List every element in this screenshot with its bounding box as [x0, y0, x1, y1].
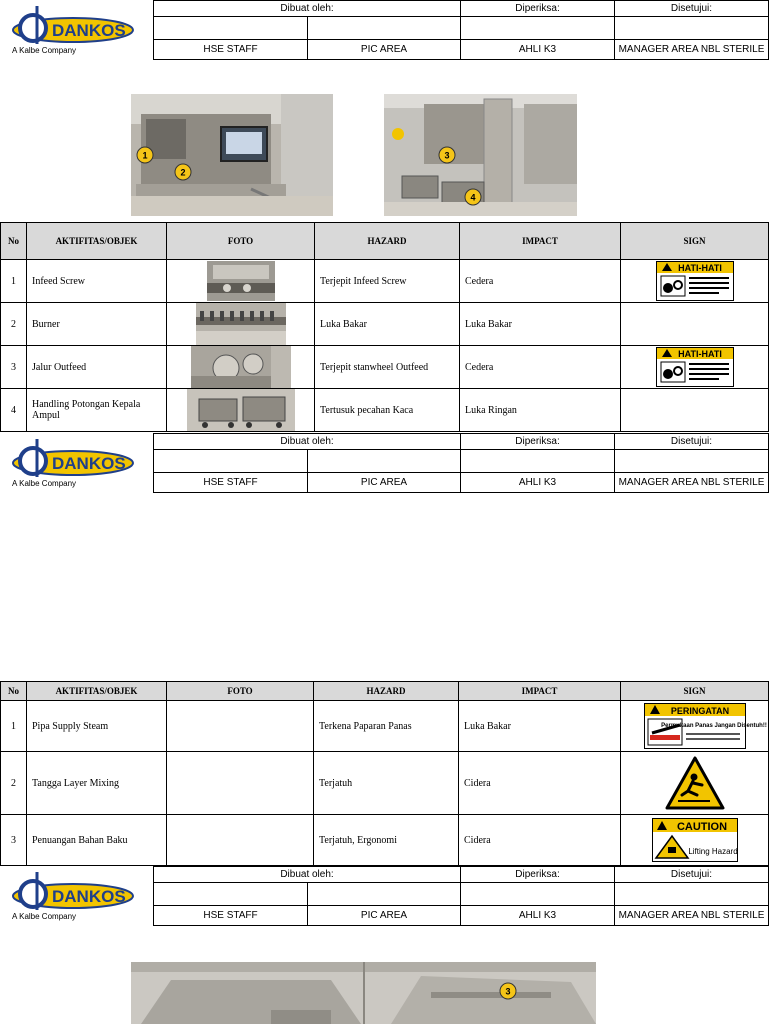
prepared-by-label: Dibuat oleh:	[154, 1, 461, 17]
marker-3-icon	[438, 146, 456, 164]
impact-cell: Luka Ringan	[460, 389, 621, 432]
svg-text:PERINGATAN: PERINGATAN	[670, 706, 729, 716]
ampoule-head-photo	[187, 389, 295, 431]
signature-box	[615, 450, 769, 472]
role-ahli-k3: AHLI K3	[461, 39, 615, 59]
activity-cell: Pipa Supply Steam	[27, 701, 167, 752]
hati-hati-sign-icon	[656, 261, 734, 301]
company-subtitle: A Kalbe Company	[12, 912, 77, 921]
signature-box	[154, 450, 308, 472]
signature-header-1	[0, 0, 768, 60]
signature-header-2	[0, 433, 768, 493]
hazard-cell: Terjatuh	[314, 752, 459, 815]
hati-hati-sign-icon	[656, 347, 734, 387]
column-header-activity: AKTIFITAS/OBJEK	[27, 223, 167, 260]
checked-by-label: Diperiksa:	[461, 867, 615, 883]
svg-text:3: 3	[444, 150, 450, 161]
checked-by-label: Diperiksa:	[461, 1, 615, 17]
activity-cell: Handling Potongan Kepala Ampul	[27, 389, 167, 432]
sign-cell	[621, 260, 769, 303]
sign-cell	[621, 815, 769, 866]
company-logo	[0, 0, 153, 60]
table-row	[1, 389, 769, 432]
marker-3-icon	[499, 982, 517, 1000]
signature-box	[461, 450, 615, 472]
row-number: 3	[1, 346, 27, 389]
hazard-cell: Terjatuh, Ergonomi	[314, 815, 459, 866]
role-pic-area: PIC AREA	[308, 472, 461, 492]
svg-text:HATI-HATI: HATI-HATI	[677, 263, 722, 273]
approved-by-label: Disetujui:	[615, 434, 769, 450]
company-subtitle: A Kalbe Company	[12, 46, 77, 55]
signature-table	[153, 0, 769, 60]
signature-box	[308, 883, 461, 905]
dankos-logo-icon	[8, 870, 136, 914]
overview-photo-machine-right	[384, 94, 577, 216]
role-ahli-k3: AHLI K3	[461, 905, 615, 925]
column-header-no: No	[1, 223, 27, 260]
signature-box	[154, 883, 308, 905]
signature-box	[308, 17, 461, 39]
svg-text:Lifting Hazard: Lifting Hazard	[687, 847, 738, 856]
svg-text:DANKOS: DANKOS	[52, 21, 126, 40]
impact-cell: Cidera	[459, 752, 621, 815]
role-ahli-k3: AHLI K3	[461, 472, 615, 492]
column-header-impact: IMPACT	[460, 223, 621, 260]
table-header-row	[1, 682, 769, 701]
signature-box	[154, 17, 308, 39]
column-header-hazard: HAZARD	[314, 682, 459, 701]
peringatan-sign-icon	[644, 703, 767, 749]
activity-cell: Burner	[27, 303, 167, 346]
marker-1-icon	[136, 146, 154, 164]
role-pic-area: PIC AREA	[308, 905, 461, 925]
hazard-cell: Terkena Paparan Panas	[314, 701, 459, 752]
hazard-cell: Terjepit stanwheel Outfeed	[315, 346, 460, 389]
role-hse-staff: HSE STAFF	[154, 905, 308, 925]
row-number: 1	[1, 701, 27, 752]
hazard-cell: Terjepit Infeed Screw	[315, 260, 460, 303]
svg-text:HATI-HATI: HATI-HATI	[677, 349, 722, 359]
activity-cell: Penuangan Bahan Baku	[27, 815, 167, 866]
table-row	[1, 815, 769, 866]
approved-by-label: Disetujui:	[615, 867, 769, 883]
table-row	[1, 752, 769, 815]
table-row	[1, 701, 769, 752]
prepared-by-label: Dibuat oleh:	[154, 867, 461, 883]
column-header-activity: AKTIFITAS/OBJEK	[27, 682, 167, 701]
signature-table	[153, 433, 769, 493]
sign-cell	[621, 346, 769, 389]
company-logo	[0, 433, 153, 493]
column-header-impact: IMPACT	[459, 682, 621, 701]
marker-2-icon	[174, 163, 192, 181]
svg-text:2: 2	[180, 167, 186, 178]
impact-cell: Cedera	[460, 260, 621, 303]
dankos-logo-icon	[8, 4, 136, 48]
mixing-area-photo	[131, 962, 596, 1024]
photo-cell	[167, 389, 315, 432]
role-manager: MANAGER AREA NBL STERILE	[615, 472, 769, 492]
svg-text:CAUTION: CAUTION	[676, 821, 727, 833]
slip-warning-icon	[664, 755, 726, 811]
row-number: 2	[1, 303, 27, 346]
table-row	[1, 260, 769, 303]
role-hse-staff: HSE STAFF	[154, 472, 308, 492]
hazard-cell: Tertusuk pecahan Kaca	[315, 389, 460, 432]
signature-box	[615, 883, 769, 905]
row-number: 1	[1, 260, 27, 303]
signature-box	[615, 17, 769, 39]
infeed-screw-photo	[207, 261, 275, 301]
svg-text:1: 1	[142, 150, 148, 161]
signature-box	[461, 17, 615, 39]
impact-cell: Luka Bakar	[460, 303, 621, 346]
row-number: 4	[1, 389, 27, 432]
caution-lifting-sign-icon	[652, 818, 738, 862]
sign-cell	[621, 303, 769, 346]
column-header-foto: FOTO	[167, 682, 314, 701]
svg-text:4: 4	[470, 192, 476, 203]
sign-cell	[621, 389, 769, 432]
burner-photo	[196, 303, 286, 345]
hazard-cell: Luka Bakar	[315, 303, 460, 346]
table-header-row	[1, 223, 769, 260]
approved-by-label: Disetujui:	[615, 1, 769, 17]
photo-cell	[167, 260, 315, 303]
dankos-logo-icon	[8, 437, 136, 481]
company-logo	[0, 866, 153, 926]
marker-4-icon	[464, 188, 482, 206]
svg-text:Permukaan Panas Jangan Disentu: Permukaan Panas Jangan Disentuh!!	[660, 723, 767, 729]
hazard-table-2	[0, 681, 769, 866]
photo-cell	[167, 752, 314, 815]
column-header-no: No	[1, 682, 27, 701]
activity-cell: Jalur Outfeed	[27, 346, 167, 389]
signature-box	[461, 883, 615, 905]
table-row	[1, 346, 769, 389]
photo-cell	[167, 303, 315, 346]
role-manager: MANAGER AREA NBL STERILE	[615, 905, 769, 925]
company-subtitle: A Kalbe Company	[12, 479, 77, 488]
prepared-by-label: Dibuat oleh:	[154, 434, 461, 450]
activity-cell: Tangga Layer Mixing	[27, 752, 167, 815]
signature-table	[153, 866, 769, 926]
row-number: 3	[1, 815, 27, 866]
checked-by-label: Diperiksa:	[461, 434, 615, 450]
column-header-sign: SIGN	[621, 223, 769, 260]
row-number: 2	[1, 752, 27, 815]
sign-cell	[621, 752, 769, 815]
role-manager: MANAGER AREA NBL STERILE	[615, 39, 769, 59]
signature-box	[308, 450, 461, 472]
outfeed-photo	[191, 346, 291, 388]
overview-photo-machine-left	[131, 94, 333, 216]
column-header-foto: FOTO	[167, 223, 315, 260]
column-header-hazard: HAZARD	[315, 223, 460, 260]
sign-cell	[621, 701, 769, 752]
photo-cell	[167, 815, 314, 866]
role-hse-staff: HSE STAFF	[154, 39, 308, 59]
role-pic-area: PIC AREA	[308, 39, 461, 59]
hazard-table-1	[0, 222, 769, 432]
signature-header-3	[0, 866, 768, 926]
svg-text:3: 3	[505, 986, 511, 997]
svg-text:DANKOS: DANKOS	[52, 887, 126, 906]
impact-cell: Luka Bakar	[459, 701, 621, 752]
photo-cell	[167, 346, 315, 389]
table-row	[1, 303, 769, 346]
activity-cell: Infeed Screw	[27, 260, 167, 303]
photo-cell	[167, 701, 314, 752]
impact-cell: Cidera	[459, 815, 621, 866]
impact-cell: Cedera	[460, 346, 621, 389]
svg-text:DANKOS: DANKOS	[52, 454, 126, 473]
column-header-sign: SIGN	[621, 682, 769, 701]
